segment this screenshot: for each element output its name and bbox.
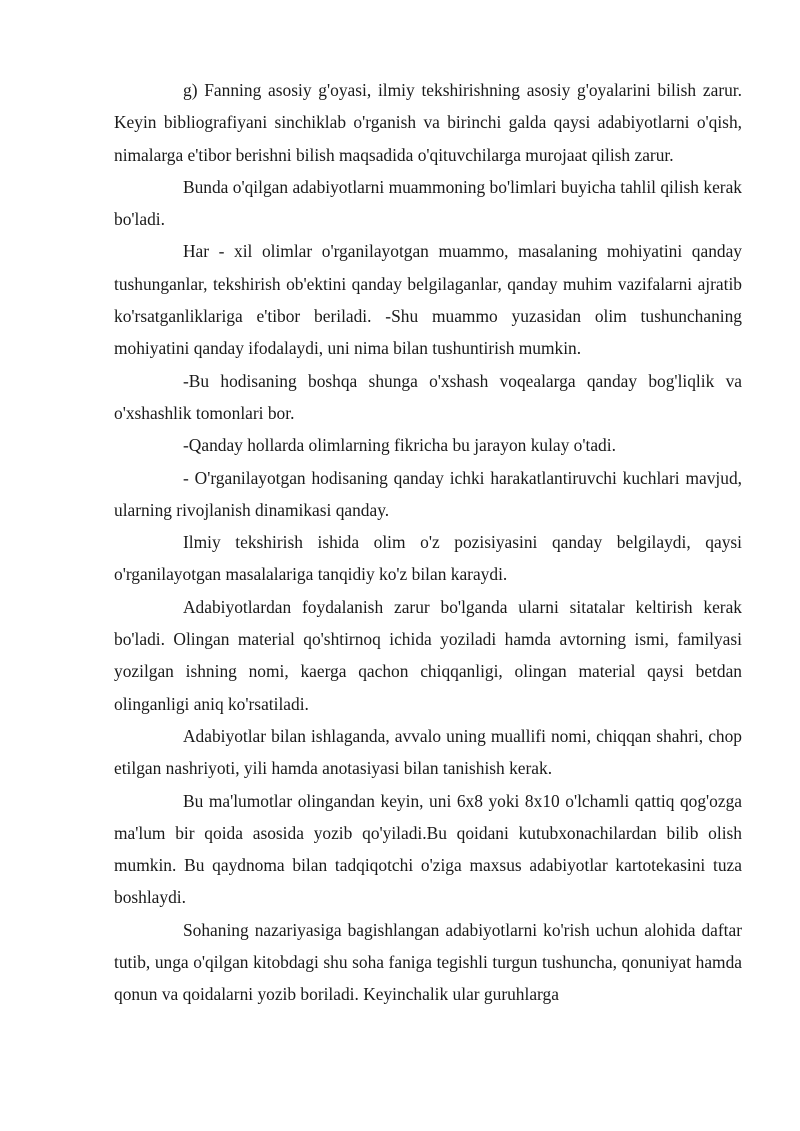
document-body — [114, 74, 742, 1011]
paragraph-6: - O'rganilayotgan hodisaning qanday ichki harakatlantiruvchi kuchlari mavjud, ularning rivojlanish dinamikasi qanday. — [114, 467, 742, 520]
paragraph-1: g) Fanning asosiy g'oyasi, ilmiy tekshirishning asosiy g'oyalarini bilish zarur. Keyin bibliografiyani sinchiklab o'rganish va birinchi galda qaysi adabiyotlarni o'qish, nimalarga e'tibor berishni bilish maqsadida o'qituvchilarga murojaat qilish zarur. — [114, 80, 742, 165]
paragraph-4: -Bu hodisaning boshqa shunga o'xshash voqealarga qanday bog'liqlik va o'xshashlik tomonlari bor. — [114, 370, 742, 423]
paragraph-3: Har - xil olimlar o'rganilayotgan muammo, masalaning mohiyatini qanday tushunganlar, tekshirish ob'ektini qanday belgilaganlar, qanday muhim vazifalarni ajratib ko'rsatganliklariga e'tibor beriladi. -Shu muammo yuzasidan olim tushunchaning mohiyatini qanday ifodalaydi, uni nima bilan tushuntirish mumkin. — [114, 241, 742, 359]
paragraph-10: Bu ma'lumotlar olingandan keyin, uni 6x8 yoki 8x10 o'lchamli qattiq qog'ozga ma'lum bir qoida asosida yozib qo'yiladi.Bu qoidani kutubxonachilardan bilib olish mumkin. Bu qaydnoma bilan tadqiqotchi o'ziga maxsus adabiyotlar kartotekasini tuza boshlaydi. — [114, 790, 742, 908]
paragraph-7: Ilmiy tekshirish ishida olim o'z pozisiyasini qanday belgilaydi, qaysi o'rganilayotgan masalalariga tanqidiy ko'z bilan karaydi. — [114, 532, 742, 585]
paragraph-8: Adabiyotlardan foydalanish zarur bo'lganda ularni sitatalar keltirish kerak bo'ladi. Olingan material qo'shtirnoq ichida yoziladi hamda avtorning ismi, familyasi yozilgan ishning nomi, kaerga qachon chiqqanligi, olingan material qaysi betdan olinganligi aniq ko'rsatiladi. — [114, 596, 742, 714]
paragraph-9: Adabiyotlar bilan ishlaganda, avvalo uning muallifi nomi, chiqqan shahri, chop etilgan nashriyoti, yili hamda anotasiyasi bilan tanishish kerak. — [114, 725, 742, 779]
paragraph-5: -Qanday hollarda olimlarning fikricha bu jarayon kulay o'tadi. — [183, 435, 616, 456]
paragraph-11: Sohaning nazariyasiga bagishlangan adabiyotlarni ko'rish uchun alohida daftar tutib, unga o'qilgan kitobdagi shu soha faniga tegishli turgun tushuncha, qonuniyat hamda qonun va qoidalarni yozib boriladi. Keyinchalik ular guruhlarga — [114, 919, 742, 1005]
paragraph-2: Bunda o'qilgan adabiyotlarni muammoning bo'limlari buyicha tahlil qilish kerak bo'ladi. — [114, 176, 742, 230]
